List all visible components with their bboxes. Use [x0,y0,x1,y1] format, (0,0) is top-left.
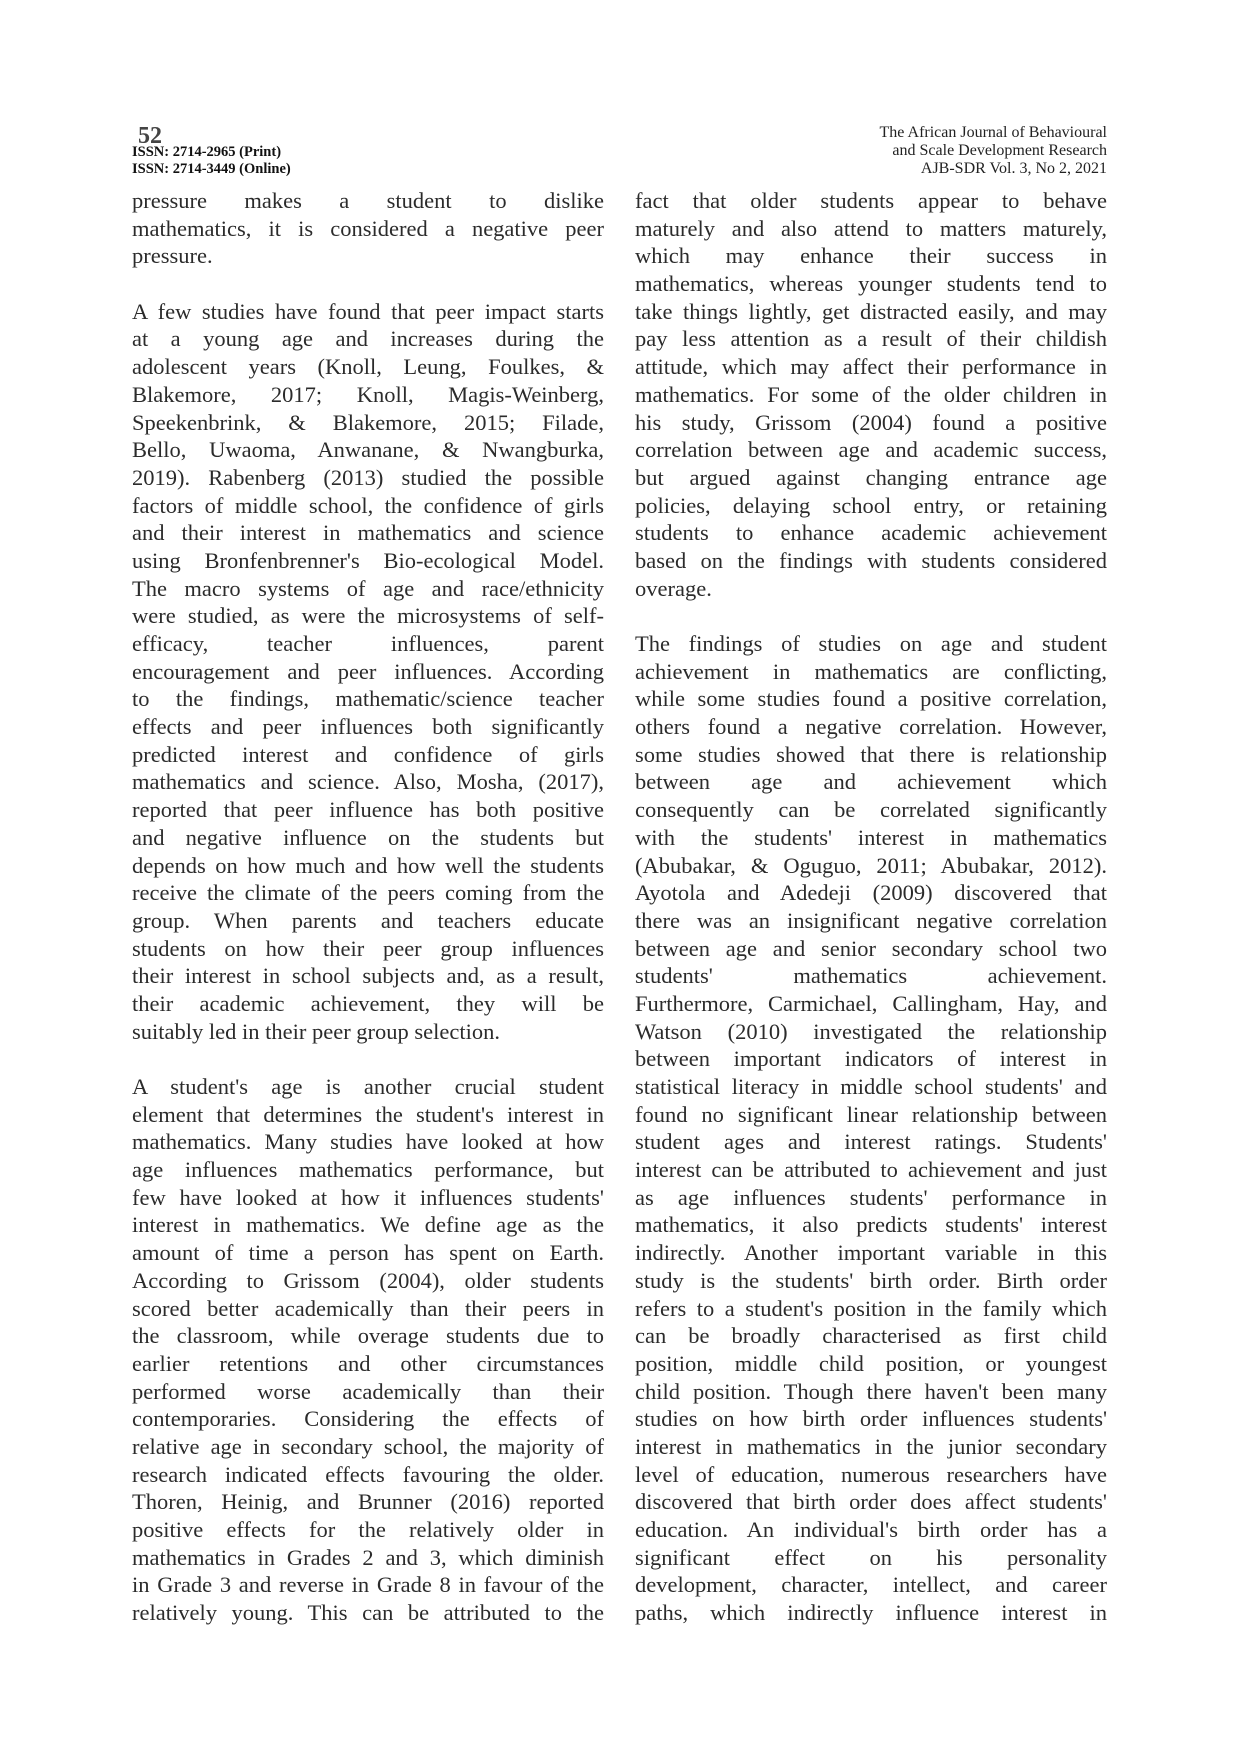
text-line: take things lightly, get distracted easily, and may [635,298,1107,324]
text-line: mathematics. Many studies have looked at how [132,1129,604,1155]
text-line: factors of middle school, the confidence of girls [132,492,604,518]
text-line: group. When parents and teachers educate [132,907,604,933]
text-line: maturely and also attend to matters maturely, [635,215,1107,241]
text-line: relative age in secondary school, the majority of [132,1433,604,1459]
text-line: Ayotola and Adedeji (2009) discovered that [635,880,1107,906]
text-line: which may enhance their success in [635,243,1107,269]
text-line: few have looked at how it influences students' [132,1184,604,1210]
right-text-column [635,187,1107,1627]
text-line: statistical literacy in middle school students' and [635,1074,1107,1099]
left-text-column [132,187,604,1627]
text-line: 2019). Rabenberg (2013) studied the possible [132,464,604,490]
text-line: Watson (2010) investigated the relationship [635,1018,1107,1044]
journal-volume-issue: AJB-SDR Vol. 3, No 2, 2021 [920,160,1107,177]
text-line: Furthermore, Carmichael, Callingham, Hay, and [635,990,1107,1016]
text-line: relatively young. This can be attributed to the [132,1600,604,1626]
text-line: were studied, as were the microsystems of self- [132,603,604,629]
text-line: education. An individual's birth order has a [635,1517,1107,1542]
text-line: based on the findings with students considered [635,547,1107,573]
text-line: while some studies found a positive correlation, [635,686,1107,712]
journal-title-line-1: The African Journal of Behavioural [879,124,1107,141]
journal-title-line-2: and Scale Development Research [892,142,1107,159]
paragraph-gap [635,602,1107,630]
text-line: indirectly. Another important variable in this [635,1240,1107,1266]
text-line: attitude, which may affect their performance in [635,354,1107,380]
text-line: achievement in mathematics are conflicting, [635,658,1107,684]
text-line: to the findings, mathematic/science teacher [132,686,604,712]
text-line: level of education, numerous researchers have [635,1461,1107,1487]
journal-header [880,124,1107,178]
text-line: students on how their peer group influences [132,935,604,961]
text-line: others found a negative correlation. However, [635,714,1107,740]
text-line: and negative influence on the students but [132,824,604,850]
text-line: The findings of studies on age and student [635,631,1107,656]
text-line: performed worse academically than their [132,1378,604,1404]
text-line: mathematics in Grades 2 and 3, which diminish [132,1544,604,1570]
text-line: the classroom, while overage students due to [132,1323,604,1349]
paragraph-gap [132,1045,604,1073]
text-line: receive the climate of the peers coming from the [132,880,604,906]
text-line: development, character, intellect, and career [635,1572,1107,1598]
text-line: mathematics. For some of the older children in [635,381,1107,407]
text-line: interest can be attributed to achievement and just [635,1157,1107,1183]
text-line: interest in mathematics in the junior secondary [635,1433,1107,1459]
text-line: but argued against changing entrance age [635,464,1107,490]
text-line: paths, which indirectly influence interest in [635,1600,1107,1626]
text-line: students' mathematics achievement. [635,963,1107,989]
text-line: his study, Grissom (2004) found a positive [635,409,1107,435]
text-line: there was an insignificant negative correlation [635,907,1107,933]
text-line: significant effect on his personality [635,1544,1107,1570]
text-line: mathematics, whereas younger students tend to [635,271,1107,297]
text-line: contemporaries. Considering the effects of [132,1406,604,1432]
text-line: found no significant linear relationship between [635,1101,1107,1127]
text-line: fact that older students appear to behave [635,188,1107,213]
text-line: suitably led in their peer group selection. [132,1018,501,1044]
text-line: depends on how much and how well the students [132,852,604,878]
text-line: overage. [635,575,712,601]
paragraph-gap [132,270,604,298]
text-line: study is the students' birth order. Birth order [635,1267,1107,1293]
text-line: correlation between age and academic success, [635,437,1107,463]
text-line: (Abubakar, & Oguguo, 2011; Abubakar, 2012). [635,852,1107,878]
text-line: pay less attention as a result of their childish [635,326,1107,352]
text-line: positive effects for the relatively older in [132,1517,604,1542]
text-line: efficacy, teacher influences, parent [132,631,604,656]
text-line: reported that peer influence has both positive [132,797,604,823]
text-line: A student's age is another crucial student [132,1074,604,1099]
text-line: child position. Though there haven't been many [635,1378,1107,1404]
text-line: studies on how birth order influences students' [635,1406,1107,1432]
text-line: age influences mathematics performance, but [132,1157,604,1183]
text-line: consequently can be correlated significantly [635,797,1107,823]
text-line: element that determines the student's interest in [132,1101,604,1127]
text-line: research indicated effects favouring the older. [132,1461,604,1487]
text-line: A few studies have found that peer impact starts [132,298,604,324]
text-line: adolescent years (Knoll, Leung, Foulkes, & [132,354,604,380]
text-line: The macro systems of age and race/ethnicity [132,575,604,601]
text-line: encouragement and peer influences. According [132,658,604,684]
text-line: pressure makes a student to dislike [132,188,604,213]
text-line: and their interest in mathematics and science [132,520,604,546]
text-line: scored better academically than their peers in [132,1295,604,1321]
text-line: their academic achievement, they will be [132,990,604,1016]
text-line: some studies showed that there is relationship [635,741,1107,767]
text-line: mathematics, it is considered a negative peer [132,215,604,241]
text-line: amount of time a person has spent on Earth. [132,1240,604,1266]
text-line: Blakemore, 2017; Knoll, Magis-Weinberg, [132,381,604,407]
text-line: can be broadly characterised as first child [635,1323,1107,1349]
text-line: at a young age and increases during the [132,326,604,352]
text-line: as age influences students' performance in [635,1184,1107,1210]
text-line: position, middle child position, or youngest [635,1350,1107,1376]
page-number: 52 [138,123,162,149]
issn-online: ISSN: 2714-3449 (Online) [132,161,291,177]
text-line: pressure. [132,243,213,269]
text-line: using Bronfenbrenner's Bio-ecological Model. [132,547,604,573]
text-line: effects and peer influences both significantly [132,714,604,740]
text-line: mathematics and science. Also, Mosha, (2017), [132,769,604,795]
issn-block [132,144,291,178]
issn-print: ISSN: 2714-2965 (Print) [132,144,282,160]
text-line: According to Grissom (2004), older students [132,1267,604,1293]
text-line: between important indicators of interest in [635,1046,1107,1072]
text-line: earlier retentions and other circumstances [132,1350,604,1376]
text-line: student ages and interest ratings. Students' [635,1129,1107,1155]
text-line: Speekenbrink, & Blakemore, 2015; Filade, [132,409,604,435]
text-line: their interest in school subjects and, as a result, [132,963,604,989]
text-line: students to enhance academic achievement [635,520,1107,546]
text-line: Thoren, Heinig, and Brunner (2016) reported [132,1489,604,1515]
text-line: interest in mathematics. We define age as the [132,1212,604,1238]
text-line: policies, delaying school entry, or retaining [635,492,1107,518]
text-line: Bello, Uwaoma, Anwanane, & Nwangburka, [132,437,604,463]
text-line: predicted interest and confidence of girls [132,741,604,767]
text-line: between age and senior secondary school two [635,935,1107,961]
text-line: between age and achievement which [635,769,1107,795]
text-line: refers to a student's position in the family which [635,1295,1107,1321]
text-line: with the students' interest in mathematics [635,824,1107,850]
text-line: in Grade 3 and reverse in Grade 8 in favour of the [132,1572,604,1598]
text-line: mathematics, it also predicts students' interest [635,1212,1107,1238]
text-line: discovered that birth order does affect students' [635,1489,1107,1515]
